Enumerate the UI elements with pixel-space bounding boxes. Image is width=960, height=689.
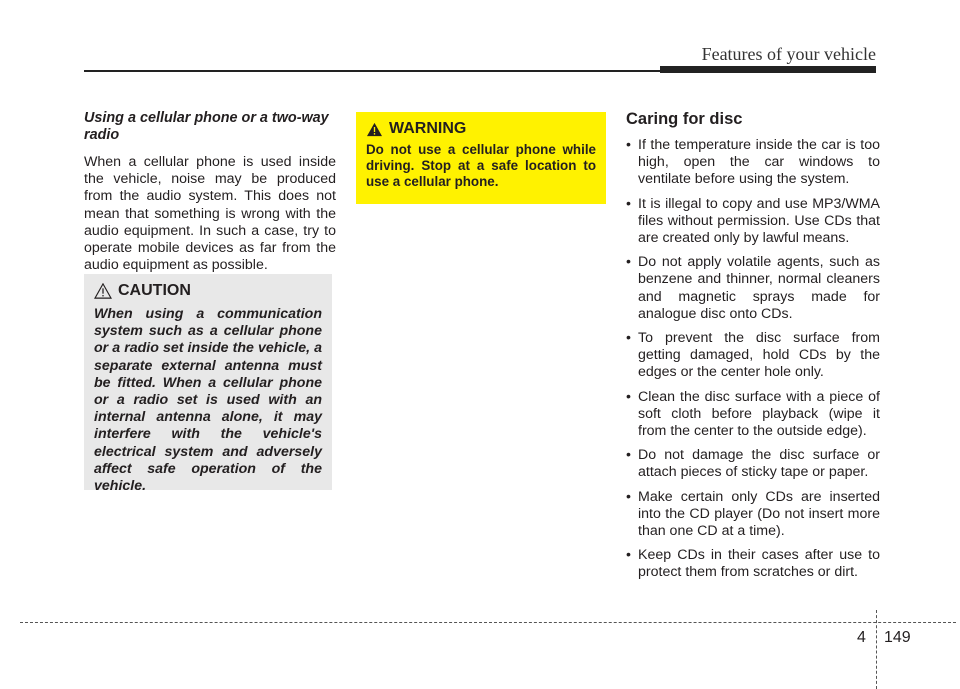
paragraph-cellular: When a cellular phone is used inside the vehicle, noise may be produced from the audio system. This does not mean that something is wrong with the audio equipment. In such a case, try to operate mobile devices as far from the audio equipment as possible. <box>84 154 336 274</box>
list-item: • Keep CDs in their cases after use to protect them from scratches or dirt. <box>626 547 880 581</box>
subheading-cellular: Using a cellular phone or a two-way radio <box>84 110 329 143</box>
header-bar <box>660 66 876 73</box>
disc-bullet-list <box>626 137 880 582</box>
warning-box <box>356 112 606 204</box>
list-item: • Clean the disc surface with a piece of soft cloth before playback (wipe it from the center to the outside edge). <box>626 389 880 441</box>
caution-triangle-icon <box>94 283 112 299</box>
header-title: Features of your vehicle <box>701 44 876 64</box>
section-title-disc: Caring for disc <box>626 110 743 128</box>
list-item: • It is illegal to copy and use MP3/WMA files without permission. Use CDs that are created only by lawful means. <box>626 196 880 248</box>
list-item: • Make certain only CDs are inserted into the CD player (Do not insert more than one CD at a time). <box>626 489 880 541</box>
warning-text: Do not use a cellular phone while driving. Stop at a safe location to use a cellular phone. <box>366 142 596 190</box>
caution-box <box>84 274 332 495</box>
warning-triangle-icon <box>366 122 383 137</box>
right-column <box>626 110 880 589</box>
caution-title: CAUTION <box>118 282 191 299</box>
list-item: • To prevent the disc surface from getting damaged, hold CDs by the edges or the center hole only. <box>626 330 880 382</box>
list-item: • Do not apply volatile agents, such as benzene and thinner, normal cleaners and magnetic sprays made for analogue disc onto CDs. <box>626 254 880 323</box>
footer-vertical-divider <box>876 610 877 689</box>
page-number: 149 <box>884 629 911 646</box>
page-chapter: 4 <box>857 629 866 646</box>
left-column <box>84 110 336 274</box>
warning-title: WARNING <box>389 120 467 137</box>
caution-text: When using a communication system such as a cellular phone or a radio set inside the vehicle, a separate external antenna must be fitted. When a cellular phone or a radio set is used with an internal antenna alone, it may interfere with the vehicle's electrical system and adversely affect safe operation of the vehicle. <box>94 306 322 495</box>
list-item: • Do not damage the disc surface or attach pieces of sticky tape or paper. <box>626 447 880 481</box>
footer-divider <box>20 622 956 623</box>
list-item: • If the temperature inside the car is too high, open the car windows to ventilate before using the system. <box>626 137 880 189</box>
